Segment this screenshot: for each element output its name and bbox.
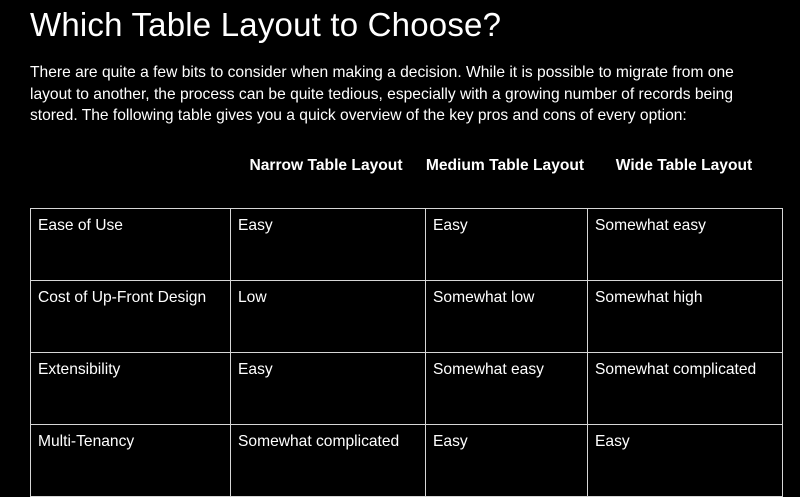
table-cell: Low bbox=[231, 281, 426, 353]
table-row bbox=[31, 425, 783, 497]
table-cell: Somewhat easy bbox=[426, 353, 588, 425]
column-header-wide: Wide Table Layout bbox=[615, 157, 753, 174]
page-title: Which Table Layout to Choose? bbox=[30, 6, 502, 43]
column-header-narrow: Narrow Table Layout bbox=[249, 157, 403, 174]
table-cell: Easy bbox=[231, 353, 426, 425]
table-column-headers bbox=[30, 157, 790, 179]
table-cell: Easy bbox=[426, 425, 588, 497]
row-label: Extensibility bbox=[31, 353, 231, 425]
table-cell: Somewhat complicated bbox=[588, 353, 783, 425]
table-cell: Somewhat complicated bbox=[231, 425, 426, 497]
comparison-table bbox=[30, 208, 783, 497]
table-cell: Easy bbox=[231, 209, 426, 281]
table-row bbox=[31, 281, 783, 353]
row-label: Multi-Tenancy bbox=[31, 425, 231, 497]
table-row bbox=[31, 353, 783, 425]
table-cell: Easy bbox=[588, 425, 783, 497]
table-cell: Somewhat low bbox=[426, 281, 588, 353]
row-label: Cost of Up-Front Design bbox=[31, 281, 231, 353]
table-cell: Easy bbox=[426, 209, 588, 281]
table-cell: Somewhat high bbox=[588, 281, 783, 353]
intro-paragraph: There are quite a few bits to consider when making a decision. While it is possible to migrate from one layout to another, the process can be quite tedious, especially with a growing number of records being stored. The following table gives you a quick overview of the key pros and cons of every option: bbox=[30, 64, 734, 124]
row-label: Ease of Use bbox=[31, 209, 231, 281]
table-row bbox=[31, 209, 783, 281]
column-header-medium: Medium Table Layout bbox=[425, 157, 585, 174]
table-cell: Somewhat easy bbox=[588, 209, 783, 281]
